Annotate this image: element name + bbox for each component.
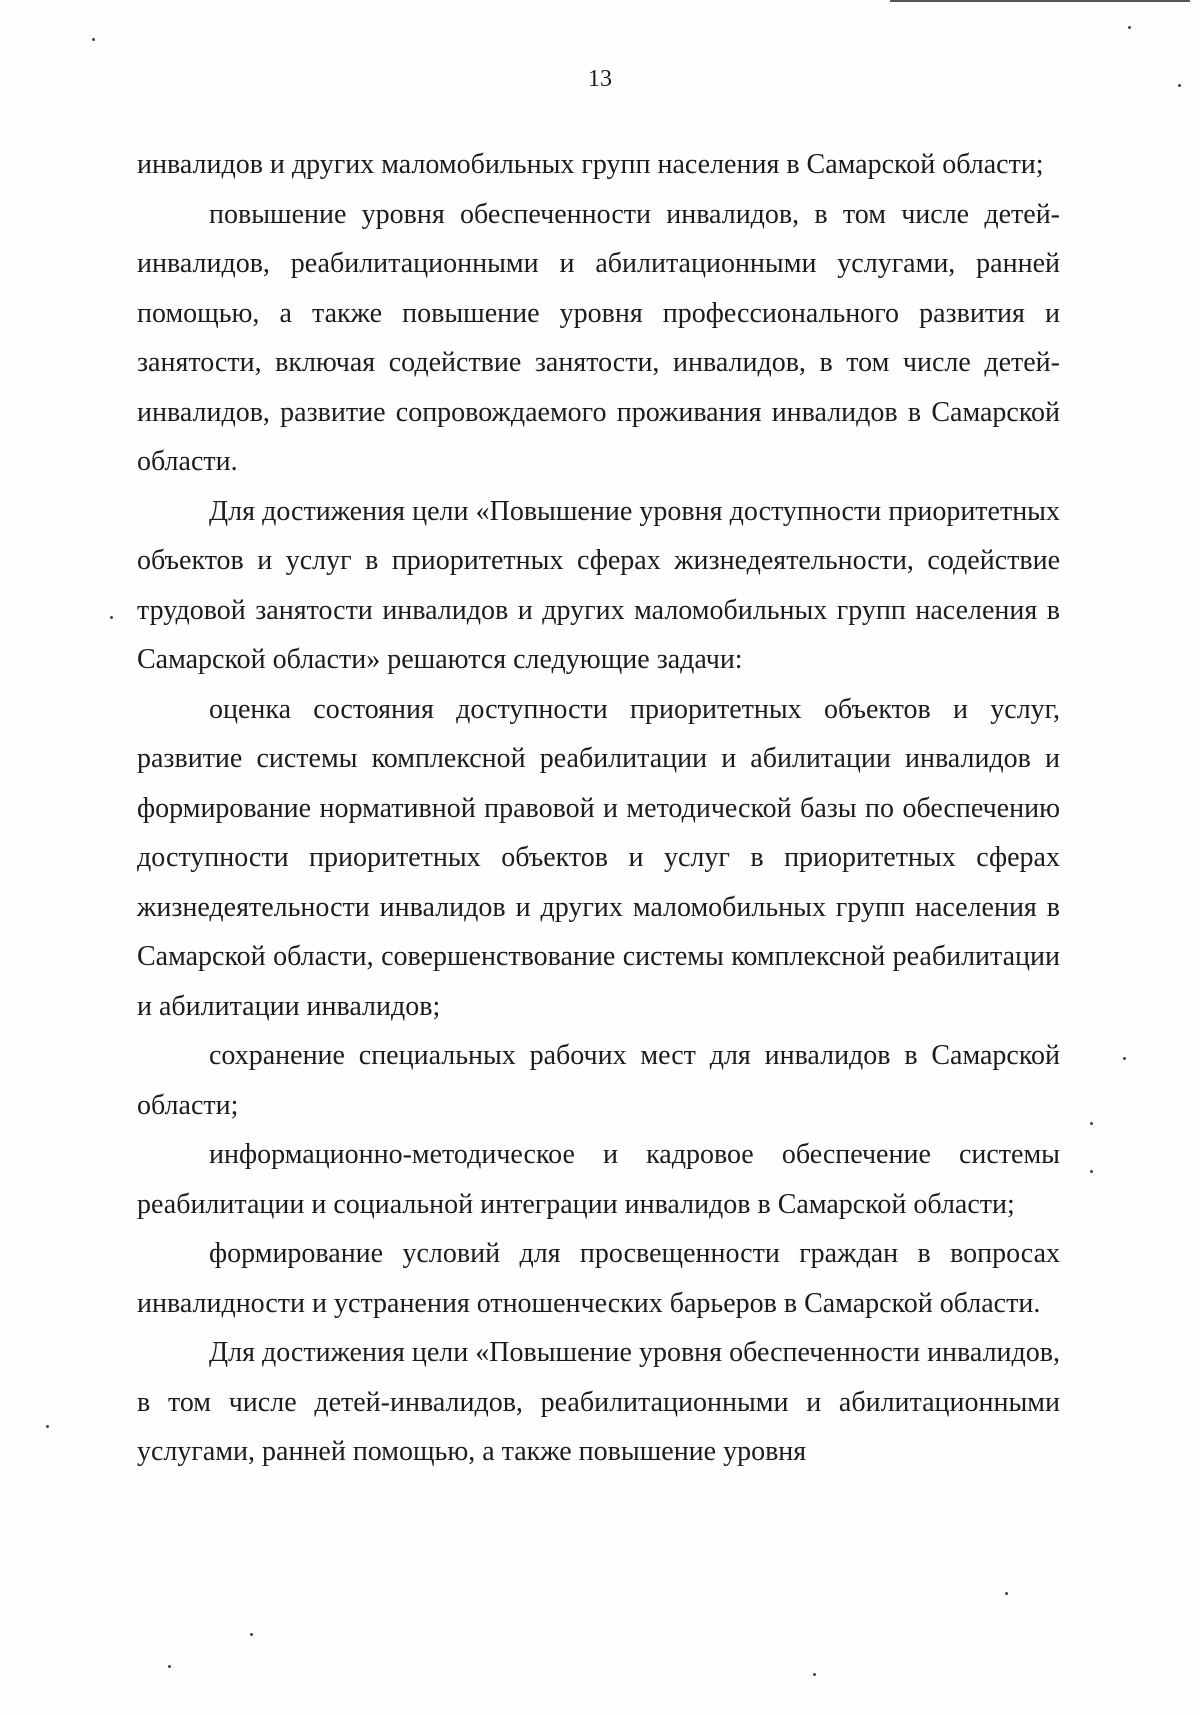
paragraph: сохранение специальных рабочих мест для инвалидов в Самарской области; — [137, 1040, 1060, 1121]
paragraph: Для достижения цели «Повышение уровня доступности приоритетных объектов и услуг в приоритетных сферах жизнедеятельности, содействие трудовой занятости инвалидов и других маломобильных групп населения в Самарской области» решаются следующие задачи: — [137, 495, 1060, 675]
scan-speck — [110, 616, 113, 619]
paragraph: Для достижения цели «Повышение уровня обеспеченности инвалидов, в том числе детей-инвалидов, реабилитационными и абилитационными услугами, ранней помощью, а также повышение уровня — [137, 1337, 1060, 1467]
paragraph: формирование условий для просвещенности граждан в вопросах инвалидности и устранения отношенческих барьеров в Самарской области. — [137, 1238, 1060, 1319]
scan-speck — [1090, 1170, 1093, 1173]
scan-speck — [1128, 26, 1131, 29]
scan-speck — [813, 1673, 816, 1676]
paragraph: повышение уровня обеспеченности инвалидов, в том числе детей-инвалидов, реабилитационными и абилитационными услугами, ранней помощью, а также повышение уровня профессионального развития и занятости, включая содействие занятости, инвалидов, в том числе детей-инвалидов, развитие сопровождаемого проживания инвалидов в Самарской области. — [137, 198, 1060, 477]
paragraph: оценка состояния доступности приоритетных объектов и услуг, развитие системы комплексной реабилитации и абилитации инвалидов и формирование нормативной правовой и методической базы по обеспечению доступности приоритетных объектов и услуг в приоритетных сферах жизнедеятельности инвалидов и других маломобильных групп населения в Самарской области, совершенствование системы комплексной реабилитации и абилитации инвалидов; — [137, 693, 1060, 1022]
paragraph: информационно-методическое и кадровое обеспечение системы реабилитации и социальной интеграции инвалидов в Самарской области; — [137, 1139, 1060, 1220]
scan-speck — [1005, 1592, 1008, 1595]
scan-speck — [1123, 1057, 1126, 1060]
scan-speck — [92, 38, 95, 41]
scan-speck — [250, 1633, 253, 1636]
scan-speck — [46, 1425, 49, 1428]
scan-speck — [1178, 84, 1181, 87]
body-text — [137, 140, 1060, 1477]
scan-edge-line — [890, 0, 1190, 2]
scan-speck — [168, 1665, 171, 1668]
page-number: 13 — [588, 66, 612, 92]
scan-speck — [1090, 1122, 1093, 1125]
paragraph: инвалидов и других маломобильных групп населения в Самарской области; — [137, 149, 1044, 180]
